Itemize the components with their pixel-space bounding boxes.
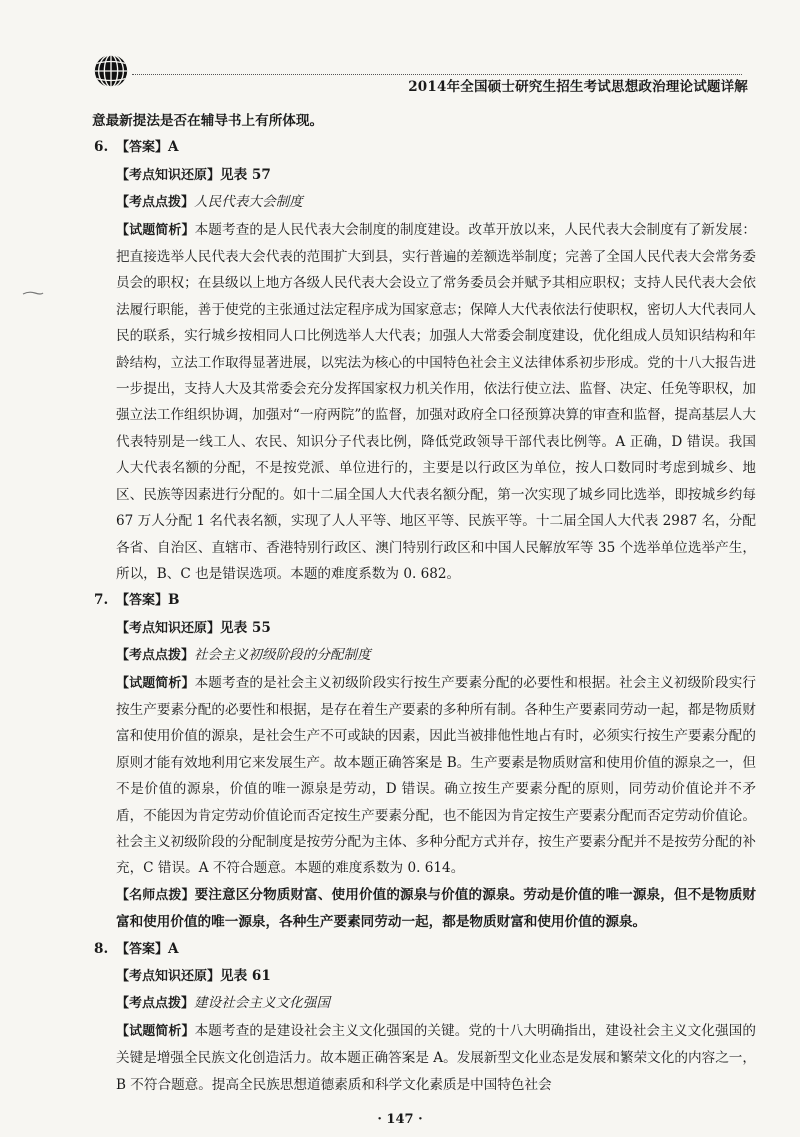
margin-scribble-mark	[22, 290, 44, 296]
q8-point-topic: 建设社会主义文化强国	[194, 995, 330, 1012]
q6-knowledge-label: 【考点知识还原】	[116, 167, 221, 183]
q6-analysis	[116, 217, 756, 588]
globe-logo-icon	[92, 52, 130, 90]
q8-knowledge-ref: 见表 61	[220, 968, 271, 984]
q7-answer-line	[94, 587, 756, 614]
q7-teacher-text: 要注意区分物质财富、使用价值的源泉与价值的源泉。劳动是价值的唯一源泉，但不是物质财富和使用价值的唯一源泉，各种生产要素同劳动一起，都是物质财富和使用价值的源泉。	[116, 886, 756, 931]
q6-answer-line	[94, 134, 756, 161]
q8-answer: A	[168, 940, 179, 957]
q6-analysis-text: 本题考查的是人民代表大会制度的制度建设。改革开放以来，人民代表大会制度有了新发展：把直接选举人民代表大会代表的范围扩大到县，实行普遍的差额选举制度；完善了全国人民代表大会常务委员会的职权；在县级以上地方各级人民代表大会设立了常务委员会并赋予其相应职权；支持人民代表大会依法履行职能，善于使党的主张通过法定程序成为国家意志；保障人大代表依法行使职权，密切人大代表同人民的联系，实行城乡按相同人口比例选举人大代表；加强人大常委会制度建设，优化组成人员知识结构和年龄结构，立法工作取得显著进展，以宪法为核心的中国特色社会主义法律体系初步形成。党的十八大报告进一步提出，支持人大及其常委会充分发挥国家权力机关作用，依法行使立法、监督、决定、任免等职权，加强立法工作组织协调，加强对“一府两院”的监督，加强对政府全口径预算决算的审查和监督，提高基层人大代表特别是一线工人、农民、知识分子代表比例，降低党政领导干部代表比例等。A 正确，D 错误。我国人大代表名额的分配，不是按党派、单位进行的，主要是以行政区为单位，按人口数同时考虑到城乡、地区、民族等因素进行分配的。如十二届全国人大代表名额分配，第一次实现了城乡同比选举，即按城乡约每 67 万人分配 1 名代表名额，实现了人人平等、地区平等、民族平等。十二届全国人大代表 2987 名，分配各省、自治区、直辖市、香港特别行政区、澳门特别行政区和中国人民解放军等 35 个选举单位选举产生，所以，B、C 也是错误选项。本题的难度系数为 0. 682。	[116, 221, 756, 582]
q7-point-line	[116, 642, 756, 669]
q8-analysis	[116, 1018, 756, 1098]
q7-analysis	[116, 670, 756, 882]
q7-teacher-tip	[116, 882, 756, 936]
q8-answer-label: 【答案】	[116, 941, 169, 957]
q6-knowledge-ref: 见表 57	[220, 166, 271, 183]
q6-number: 6.	[94, 139, 109, 156]
q8-analysis-text: 本题考查的是建设社会主义文化强国的关键。党的十八大明确指出，建设社会主义文化强国的关键是增强全民族文化创造活力。故本题正确答案是 A。发展新型文化业态是发展和繁荣文化的内容之一，B 不符合题意。提高全民族思想道德素质和科学文化素质是中国特色社会	[116, 1022, 756, 1093]
q7-number: 7.	[94, 592, 109, 609]
q7-analysis-label: 【试题简析】	[116, 675, 195, 691]
q6-knowledge-line	[116, 162, 756, 189]
q7-answer: B	[168, 592, 180, 609]
q6-answer: A	[168, 139, 179, 156]
q7-point-label: 【考点点拨】	[116, 648, 195, 664]
q6-point-topic: 人民代表大会制度	[194, 194, 303, 211]
q6-point-line	[116, 189, 756, 216]
q6-answer-label: 【答案】	[116, 140, 169, 156]
q8-point-label: 【考点点拨】	[116, 996, 195, 1012]
q6-analysis-label: 【试题简析】	[116, 222, 195, 238]
q7-answer-label: 【答案】	[116, 593, 169, 609]
intro-line: 意最新提法是否在辅导书上有所体现。	[92, 113, 324, 129]
q8-answer-line	[94, 936, 756, 963]
q8-number: 8.	[94, 940, 109, 957]
page-number: · 147 ·	[377, 1112, 423, 1127]
q8-knowledge-line	[116, 963, 756, 990]
q7-point-topic: 社会主义初级阶段的分配制度	[194, 647, 371, 664]
q7-knowledge-line	[116, 615, 756, 642]
q8-analysis-label: 【试题简析】	[116, 1023, 195, 1039]
q8-point-line	[116, 990, 756, 1017]
q6-point-label: 【考点点拨】	[116, 195, 195, 211]
q7-analysis-text: 本题考查的是社会主义初级阶段实行按生产要素分配的必要性和根据。社会主义初级阶段实行按生产要素分配的必要性和根据，是存在着生产要素的多种所有制。各种生产要素同劳动一起，都是物质财富和使用价值的源泉，是社会生产不可或缺的因素，因此当被排他性地占有时，必须实行按生产要素分配的原则才能有效地利用它来发展生产。故本题正确答案是 B。生产要素是物质财富和使用价值的源泉之一，但不是价值的源泉，价值的唯一源泉是劳动，D 错误。确立按生产要素分配的原则，同劳动价值论并不矛盾，不能因为肯定劳动价值论而否定按生产要素分配，也不能因为肯定按生产要素分配而否定劳动价值论。社会主义初级阶段的分配制度是按劳分配为主体、多种分配方式并存，按生产要素分配并不是按劳分配的补充，C 错误。A 不符合题意。本题的难度系数为 0. 614。	[116, 674, 756, 877]
running-header-title: 2014年全国硕士研究生招生考试思想政治理论试题详解	[408, 79, 748, 95]
page-content	[92, 108, 756, 1098]
q7-knowledge-ref: 见表 55	[220, 619, 271, 636]
q7-knowledge-label: 【考点知识还原】	[116, 620, 221, 636]
q8-knowledge-label: 【考点知识还原】	[116, 969, 221, 984]
q7-teacher-label: 【名师点拨】	[116, 887, 195, 903]
